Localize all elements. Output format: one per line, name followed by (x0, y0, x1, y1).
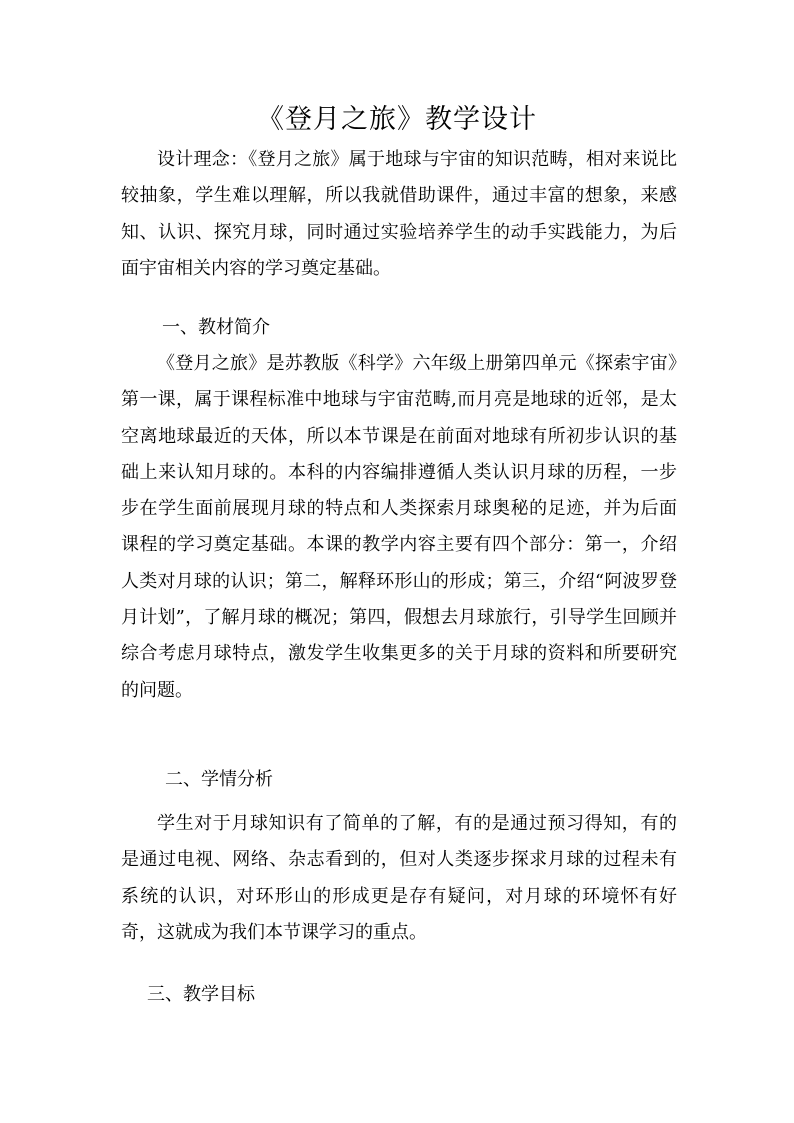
section-heading-student-analysis: 二、学情分析 (165, 769, 273, 790)
design-concept-paragraph: 设计理念：《登月之旅》属于地球与宇宙的知识范畴，相对来说比较抽象，学生难以理解，所以我就借助课件，通过丰富的想象，来感知、认识、探究月球，同时通过实验培养学生的动手实践能力，为后面宇宙相关内容的学习奠定基础。 (121, 149, 677, 279)
section-body-textbook: 《登月之旅》是苏教版《科学》六年级上册第四单元《探索宇宙》第一课，属于课程标准中地球与宇宙范畴,而月亮是地球的近邻，是太空离地球最近的天体，所以本节课是在前面对地球有所初步认识的基础上来认知月球的。本科的内容编排遵循人类认识月球的历程，一步步在学生面前展现月球的特点和人类探索月球奥秘的足迹，并为后面课程的学习奠定基础。本课的教学内容主要有四个部分：第一，介绍人类对月球的认识；第二，解释环形山的形成；第三，介绍“阿波罗登月计划”，了解月球的概况；第四，假想去月球旅行，引导学生回顾并综合考虑月球特点，激发学生收集更多的关于月球的资料和所要研究的问题。 (121, 353, 677, 701)
section-body-student-analysis: 学生对于月球知识有了简单的了解，有的是通过预习得知，有的是通过电视、网络、杂志看到的，但对人类逐步探求月球的过程未有系统的认识，对环形山的形成更是存有疑问，对月球的环境怀有好奇，这就成为我们本节课学习的重点。 (121, 813, 677, 943)
document-title: 《登月之旅》教学设计 (257, 104, 537, 135)
section-heading-teaching-goals: 三、教学目标 (147, 984, 255, 1005)
section-heading-textbook: 一、教材简介 (162, 317, 270, 338)
